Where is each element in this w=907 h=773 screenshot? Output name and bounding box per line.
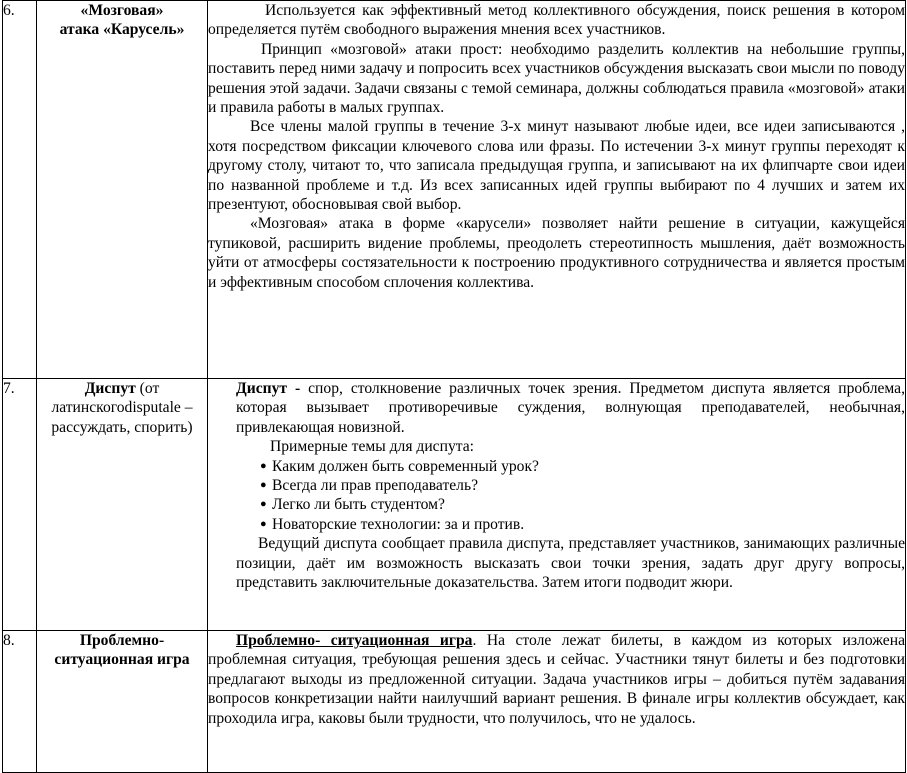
list-item: ● Легко ли быть студентом? (260, 496, 445, 514)
paragraph (208, 631, 905, 728)
definition: спор, столкновение различных точек зрения. Предметом диспута является проблема, которая вызывает противоречивые суждения, волнующая преподавателей, необычная, привлекающая новизной. (236, 380, 905, 436)
method-description-cell (208, 1, 906, 379)
table-row (3, 1, 906, 379)
method-title-line: ситуационная игра (54, 651, 190, 669)
row-number: 8. (3, 631, 37, 773)
row-number: 7. (3, 379, 37, 631)
method-title-line: «Мозговая» (80, 2, 164, 19)
term: Проблемно- ситуационная игра (236, 632, 473, 649)
bullet-icon: ● (260, 498, 267, 511)
paragraph: Все члены малой группы в течение 3-х минут называют любые идеи, все идеи записываются , хотя посредством фиксации ключевого слова или фразы. По истечении 3-х минут группы переходят к другому столу, читают то, что записала предыдущая группа, и записывают на их флипчарте свои идеи по названной проблеме и т.д. Из всех записанных идей группы выбирают по 4 лучших и затем их презентуют, обосновывая свой выбор. (208, 118, 905, 214)
bullet-icon: ● (260, 479, 267, 492)
method-name-cell (37, 631, 208, 773)
row-number: 6. (3, 1, 37, 379)
paragraph: «Мозговая» атака в форме «карусели» позволяет найти решение в ситуации, кажущейся тупиковой, расширить видение проблемы, преодолеть стереотипность мышления, даёт возможность уйти от атмосферы состязательности к построению продуктивного сотрудничества и является простым и эффективным способом сплочения коллектива. (208, 215, 905, 291)
paragraph: Используется как эффективный метод коллективного обсуждения, поиск решения в котором определяется путём свободного выражения мнения всех участников. (208, 2, 905, 39)
list-item: ● Каким должен быть современный урок? (260, 457, 539, 475)
term: Диспут - (236, 380, 301, 397)
paragraph: Ведущий диспута сообщает правила диспута, представляет участников, занимающих различные позиции, даёт им возможность высказать свои точки зрения, задать друг другу вопросы, представить заключительные доказательства. Затем итоги подводит жюри. (236, 535, 905, 592)
table-row (3, 631, 906, 773)
topics-heading: Примерные темы для диспута: (270, 438, 474, 456)
method-title-line: атака «Карусель» (59, 21, 185, 39)
method-name-cell (37, 1, 208, 379)
method-title: Диспут (84, 380, 136, 397)
paragraph: Принцип «мозговой» атаки прост: необходимо разделить коллектив на небольшие группы, поставить перед ними задачу и попросить всех участников обсуждения высказать свои мысли по поводу решения этой задачи. Задачи связаны с темой семинара, должны соблюдаться правила «мозговой» атаки и правила работы в малых группах. (208, 40, 905, 117)
table-row (3, 379, 906, 631)
bullet-icon: ● (260, 459, 267, 472)
topics-list (236, 457, 905, 535)
definition: . На столе лежат билеты, в каждом из которых изложена проблемная ситуация, требующая решения здесь и сейчас. Участники тянут билеты и без подготовки предлагают выходы из предложенной ситуации. Задача участников игры – добиться путём задавания вопросов конкретизации найти наилучший вариант решения. В финале игры коллектив обсуждает, как проходила игра, каковы были трудности, что получилось, что не удалось. (208, 632, 905, 727)
list-item: ● Новаторские технологии: за и против. (260, 515, 525, 533)
method-description-cell (208, 379, 906, 631)
list-item: ● Всегда ли прав преподаватель? (260, 477, 478, 495)
bullet-icon: ● (260, 517, 267, 530)
method-title-line: Проблемно- (79, 632, 165, 649)
method-etymology: (от латинскогоdisputale – рассуждать, спорить) (51, 380, 193, 436)
paragraph (236, 379, 905, 437)
method-description-cell (208, 631, 906, 773)
methods-table (2, 0, 906, 773)
method-name-cell (37, 379, 208, 631)
